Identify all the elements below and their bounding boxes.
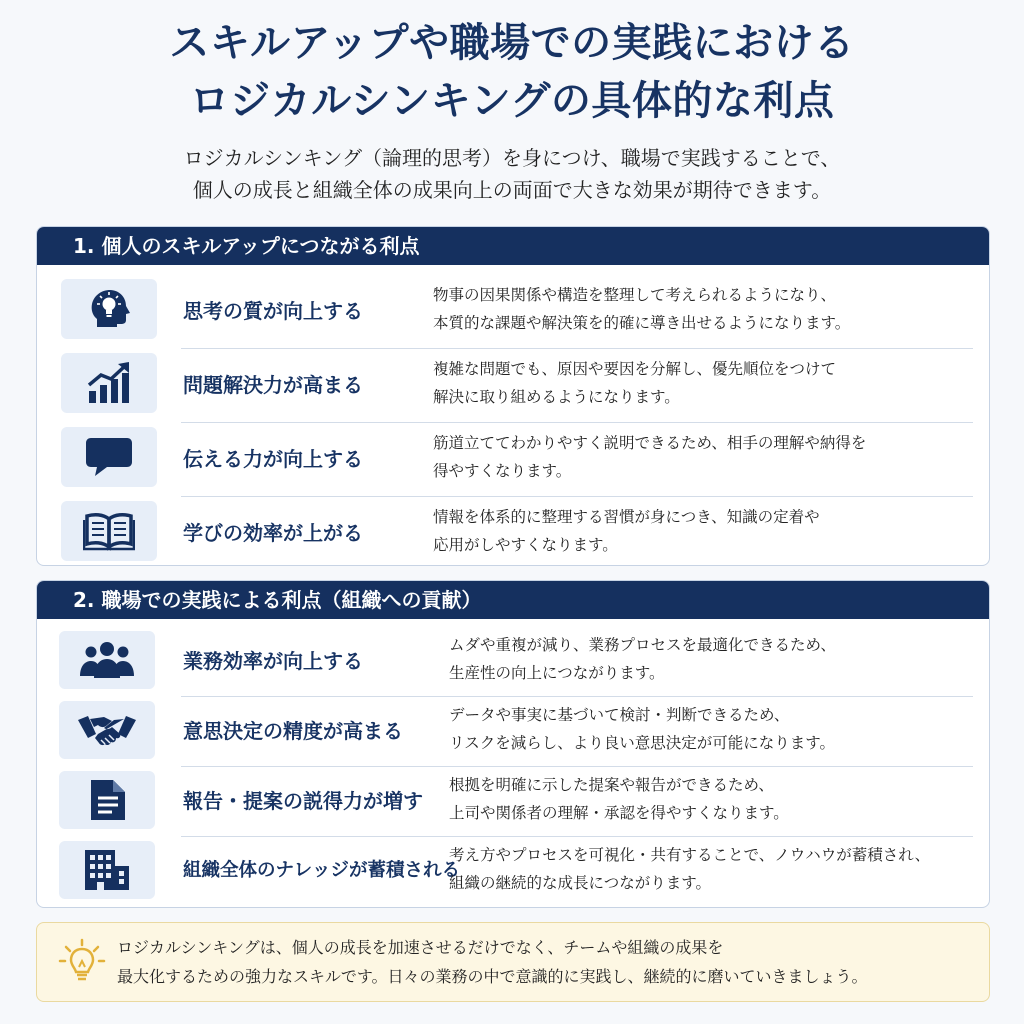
description-line: 複雑な問題でも、原因や要因を分解し、優先順位をつけて xyxy=(433,360,837,378)
summary-line1: ロジカルシンキングは、個人の成長を加速させるだけでなく、チームや組織の成果を xyxy=(117,938,724,957)
benefit-description xyxy=(449,771,979,827)
description-line: データや事実に基づいて検討・判断できるため、 xyxy=(449,706,790,724)
description-line: 考え方やプロセスを可視化・共有することで、ノウハウが蓄積され、 xyxy=(449,846,931,864)
benefit-title: 問題解決力が高まる xyxy=(183,372,363,397)
intro-line2: 個人の成長と組織全体の成果向上の両面で大きな効果が期待できます。 xyxy=(192,178,832,202)
summary-text xyxy=(117,933,987,991)
bar-chart-growth-icon xyxy=(61,353,157,413)
page-title-line2: ロジカルシンキングの具体的な利点 xyxy=(189,78,835,124)
section-header: 1. 個人のスキルアップにつながる利点 xyxy=(37,227,989,265)
divider xyxy=(181,836,973,837)
description-line: 情報を体系的に整理する習慣が身につき、知識の定着や xyxy=(433,508,820,526)
divider xyxy=(181,766,973,767)
benefit-title: 業務効率が向上する xyxy=(183,648,363,673)
description-line: 生産性の向上につながります。 xyxy=(449,664,665,682)
head-lightbulb-icon xyxy=(61,279,157,339)
description-line: リスクを減らし、より良い意思決定が可能になります。 xyxy=(449,734,835,752)
benefit-title: 報告・提案の説得力が増す xyxy=(183,788,423,813)
description-line: 根拠を明確に示した提案や報告ができるため、 xyxy=(449,776,774,794)
summary-line2: 最大化するための強力なスキルです。日々の業務の中で意識的に実践し、継続的に磨いていきましょう。 xyxy=(117,967,868,986)
benefit-row xyxy=(37,353,989,427)
description-line: 解決に取り組めるようになります。 xyxy=(433,388,680,406)
speech-bubble-icon xyxy=(61,427,157,487)
divider xyxy=(181,422,973,423)
benefit-title: 組織全体のナレッジが蓄積される xyxy=(183,860,460,881)
description-line: 本質的な課題や解決策を的確に導き出せるようになります。 xyxy=(433,314,851,332)
description-line: 得やすくなります。 xyxy=(433,462,572,480)
benefit-title: 意思決定の精度が高まる xyxy=(183,718,403,743)
section-personal-skills xyxy=(36,226,990,566)
benefit-description xyxy=(449,701,979,757)
divider xyxy=(181,348,973,349)
section-header: 2. 職場での実践による利点（組織への貢献） xyxy=(37,581,989,619)
benefit-title: 伝える力が向上する xyxy=(183,446,363,471)
office-building-icon xyxy=(59,841,155,899)
benefit-title: 思考の質が向上する xyxy=(183,298,363,323)
open-book-icon xyxy=(61,501,157,561)
benefit-row xyxy=(37,501,989,566)
benefit-description xyxy=(433,355,985,411)
benefit-row xyxy=(37,699,989,769)
description-line: ムダや重複が減り、業務プロセスを最適化できるため、 xyxy=(449,636,836,654)
section-workplace-practice xyxy=(36,580,990,908)
description-line: 応用がしやすくなります。 xyxy=(433,536,618,554)
benefit-description xyxy=(433,281,985,337)
benefit-title: 学びの効率が上がる xyxy=(183,520,363,545)
benefit-row xyxy=(37,279,989,353)
page-title xyxy=(0,14,1024,130)
benefit-row xyxy=(37,839,989,908)
team-people-icon xyxy=(59,631,155,689)
document-icon xyxy=(59,771,155,829)
divider xyxy=(181,496,973,497)
benefit-row xyxy=(37,427,989,501)
summary-callout xyxy=(36,922,990,1002)
lightbulb-icon xyxy=(57,937,107,987)
benefit-description xyxy=(449,841,979,897)
description-line: 筋道立ててわかりやすく説明できるため、相手の理解や納得を xyxy=(433,434,867,452)
benefit-row xyxy=(37,629,989,699)
benefit-description xyxy=(433,429,985,485)
benefit-description xyxy=(449,631,979,687)
intro-line1: ロジカルシンキング（論理的思考）を身につけ、職場で実践することで、 xyxy=(183,146,841,170)
handshake-icon xyxy=(59,701,155,759)
benefit-description xyxy=(433,503,985,559)
benefit-row xyxy=(37,769,989,839)
divider xyxy=(181,696,973,697)
page-title-line1: スキルアップや職場での実践における xyxy=(169,20,855,66)
description-line: 物事の因果関係や構造を整理して考えられるようになり、 xyxy=(433,286,837,304)
intro-text xyxy=(0,142,1024,206)
description-line: 組織の継続的な成長につながります。 xyxy=(449,874,711,892)
description-line: 上司や関係者の理解・承認を得やすくなります。 xyxy=(449,804,789,822)
